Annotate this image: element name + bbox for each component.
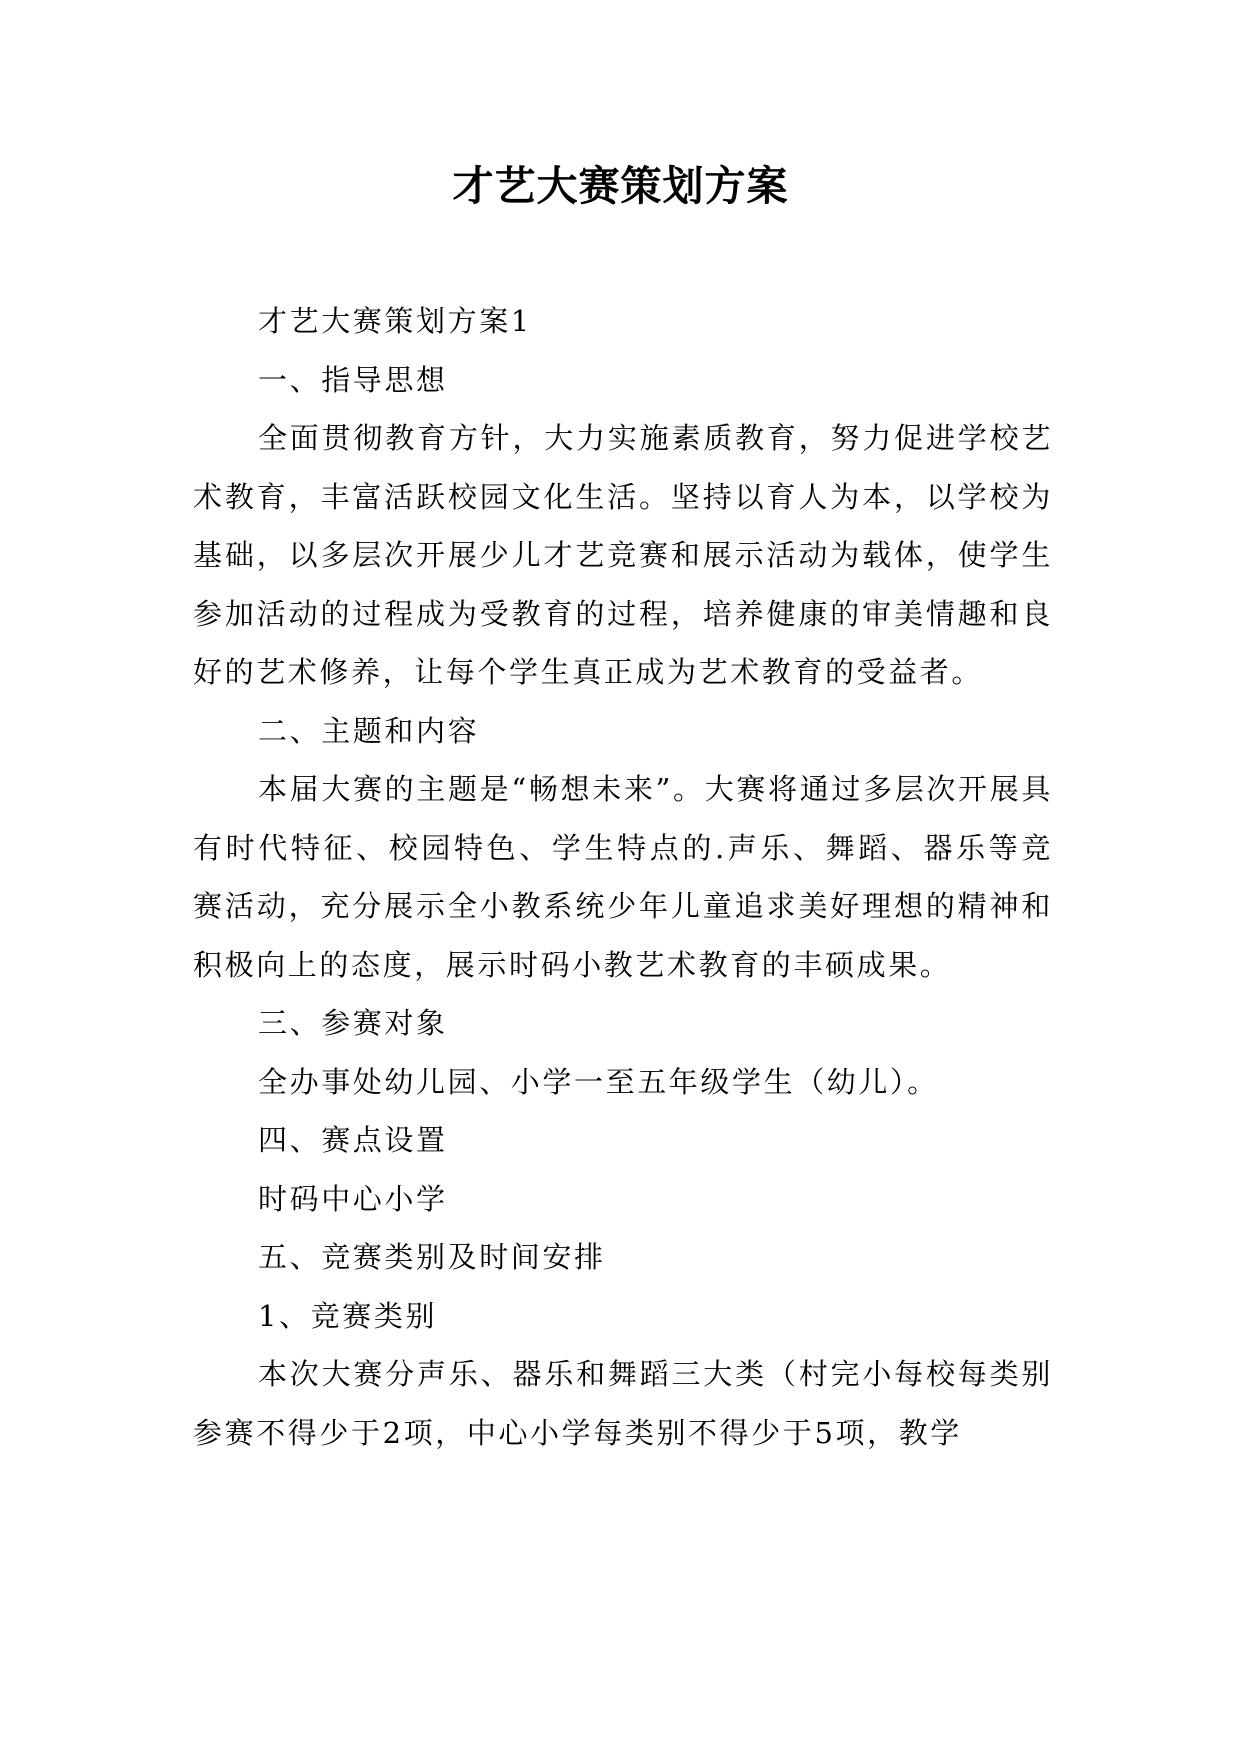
section-heading-participants: 三、参赛对象 (258, 1006, 448, 1040)
paragraph-theme-content: 本届大赛的主题是“畅想未来”。大赛将通过多层次开展具有时代特征、校园特色、学生特点的.声乐、舞蹈、器乐等竞赛活动，充分展示全小教系统少年儿童追求美好理想的精神和积极向上的态度，展示时码小教艺术教育的丰硕成果。 (193, 772, 1053, 982)
section-heading-theme-content: 二、主题和内容 (258, 713, 480, 748)
paragraph-venue: 时码中心小学 (258, 1181, 448, 1216)
section-heading-venue: 四、赛点设置 (258, 1123, 448, 1157)
section-heading-categories-schedule: 五、竞赛类别及时间安排 (258, 1240, 606, 1274)
paragraph-categories: 本次大赛分声乐、器乐和舞蹈三大类（村完小每校每类别参赛不得少于2项，中心小学每类别不得少于5项，教学 (193, 1357, 1053, 1450)
document-body (193, 292, 1053, 1462)
section-heading-plan-1: 才艺大赛策划方案1 (258, 304, 532, 338)
paragraph-participants: 全办事处幼儿园、小学一至五年级学生（幼儿）。 (258, 1064, 939, 1099)
subheading-categories: 1、竞赛类别 (258, 1298, 438, 1333)
paragraph-guiding-ideology: 全面贯彻教育方针，大力实施素质教育，努力促进学校艺术教育，丰富活跃校园文化生活。坚持以育人为本，以学校为基础，以多层次开展少儿才艺竞赛和展示活动为载体，使学生参加活动的过程成为受教育的过程，培养健康的审美情趣和良好的艺术修养，让每个学生真正成为艺术教育的受益者。 (193, 421, 1053, 689)
section-heading-guiding-ideology: 一、指导思想 (258, 362, 448, 397)
document-title: 才艺大赛策划方案 (452, 162, 789, 210)
